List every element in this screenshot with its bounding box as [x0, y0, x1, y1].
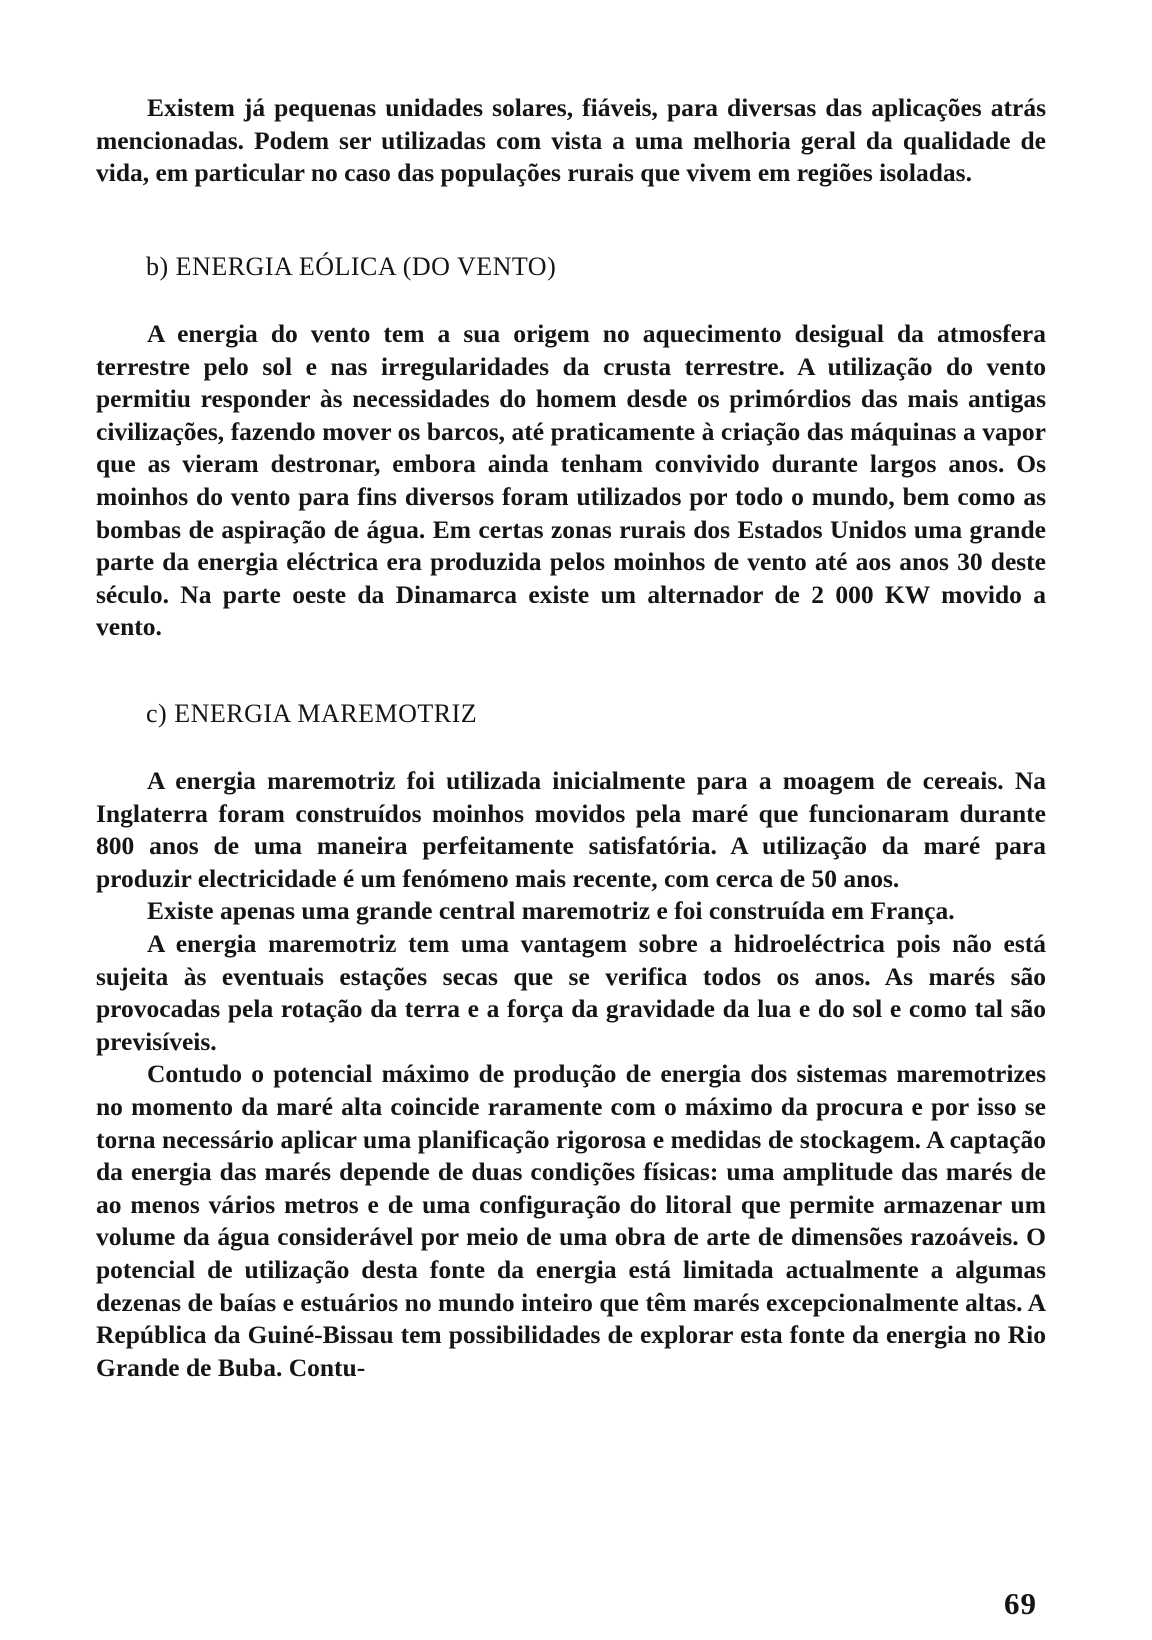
section-b-block [96, 318, 1046, 644]
section-c-heading: c) ENERGIA MAREMOTRIZ [146, 699, 478, 728]
section-c-paragraph-3: A energia maremotriz tem uma vantagem sobre a hidroeléctrica pois não está sujeita às eventuais estações secas que se verifica todos os anos. As marés são provocadas pela rotação da terra e a força da gravidade da lua e do sol e como tal são previsíveis. [96, 928, 1046, 1056]
page-number: 69 [1004, 1586, 1037, 1621]
intro-paragraph: Existem já pequenas unidades solares, fiáveis, para diversas das aplicações atrás mencionadas. Podem ser utilizadas com vista a uma melhoria geral da qualidade de vida, em particular no caso das populações rurais que vivem em regiões isoladas. [96, 93, 1046, 188]
section-b-heading: b) ENERGIA EÓLICA (DO VENTO) [146, 252, 557, 281]
section-c-block [96, 765, 1046, 1384]
section-b-paragraph: A energia do vento tem a sua origem no aquecimento desigual da atmosfera terrestre pelo sol e nas irregularidades da crusta terrestre. A utilização do vento permitiu responder às necessidades do homem desde os primórdios das mais antigas civilizações, fazendo mover os barcos, até praticamente à criação das máquinas a vapor que as vieram destronar, embora ainda tenham convivido durante largos anos. Os moinhos do vento para fins diversos foram utilizados por todo o mundo, bem como as bombas de aspiração de água. Em certas zonas rurais dos Estados Unidos uma grande parte da energia eléctrica era produzida pelos moinhos de vento até aos anos 30 deste século. Na parte oeste da Dinamarca existe um alternador de 2 000 KW movido a vento. [96, 319, 1046, 642]
section-c-paragraph-1: A energia maremotriz foi utilizada inicialmente para a moagem de cereais. Na Inglaterra foram construídos moinhos movidos pela maré que funcionaram durante 800 anos de uma maneira perfeitamente satisfatória. A utilização da maré para produzir electricidade é um fenómeno mais recente, com cerca de 50 anos. [96, 766, 1046, 893]
section-c-paragraph-2: Existe apenas uma grande central maremotriz e foi construída em França. [147, 896, 955, 926]
section-c-paragraph-4: Contudo o potencial máximo de produção de energia dos sistemas maremotrizes no momento da maré alta coincide raramente com o máximo da procura e por isso se torna necessário aplicar uma planificação rigorosa e medidas de stockagem. A captação da energia das marés depende de duas condições físicas: uma amplitude das marés de ao menos vários metros e de uma configuração do litoral que permite armazenar um volume da água considerável por meio de uma obra de arte de dimensões razoáveis. O potencial de utilização desta fonte da energia está limitada actualmente a algumas dezenas de baías e estuários no mundo inteiro que têm marés excepcionalmente altas. A República da Guiné-Bissau tem possibilidades de explorar esta fonte da energia no Rio Grande de Buba. Contu- [96, 1059, 1046, 1382]
intro-block [96, 92, 1046, 190]
